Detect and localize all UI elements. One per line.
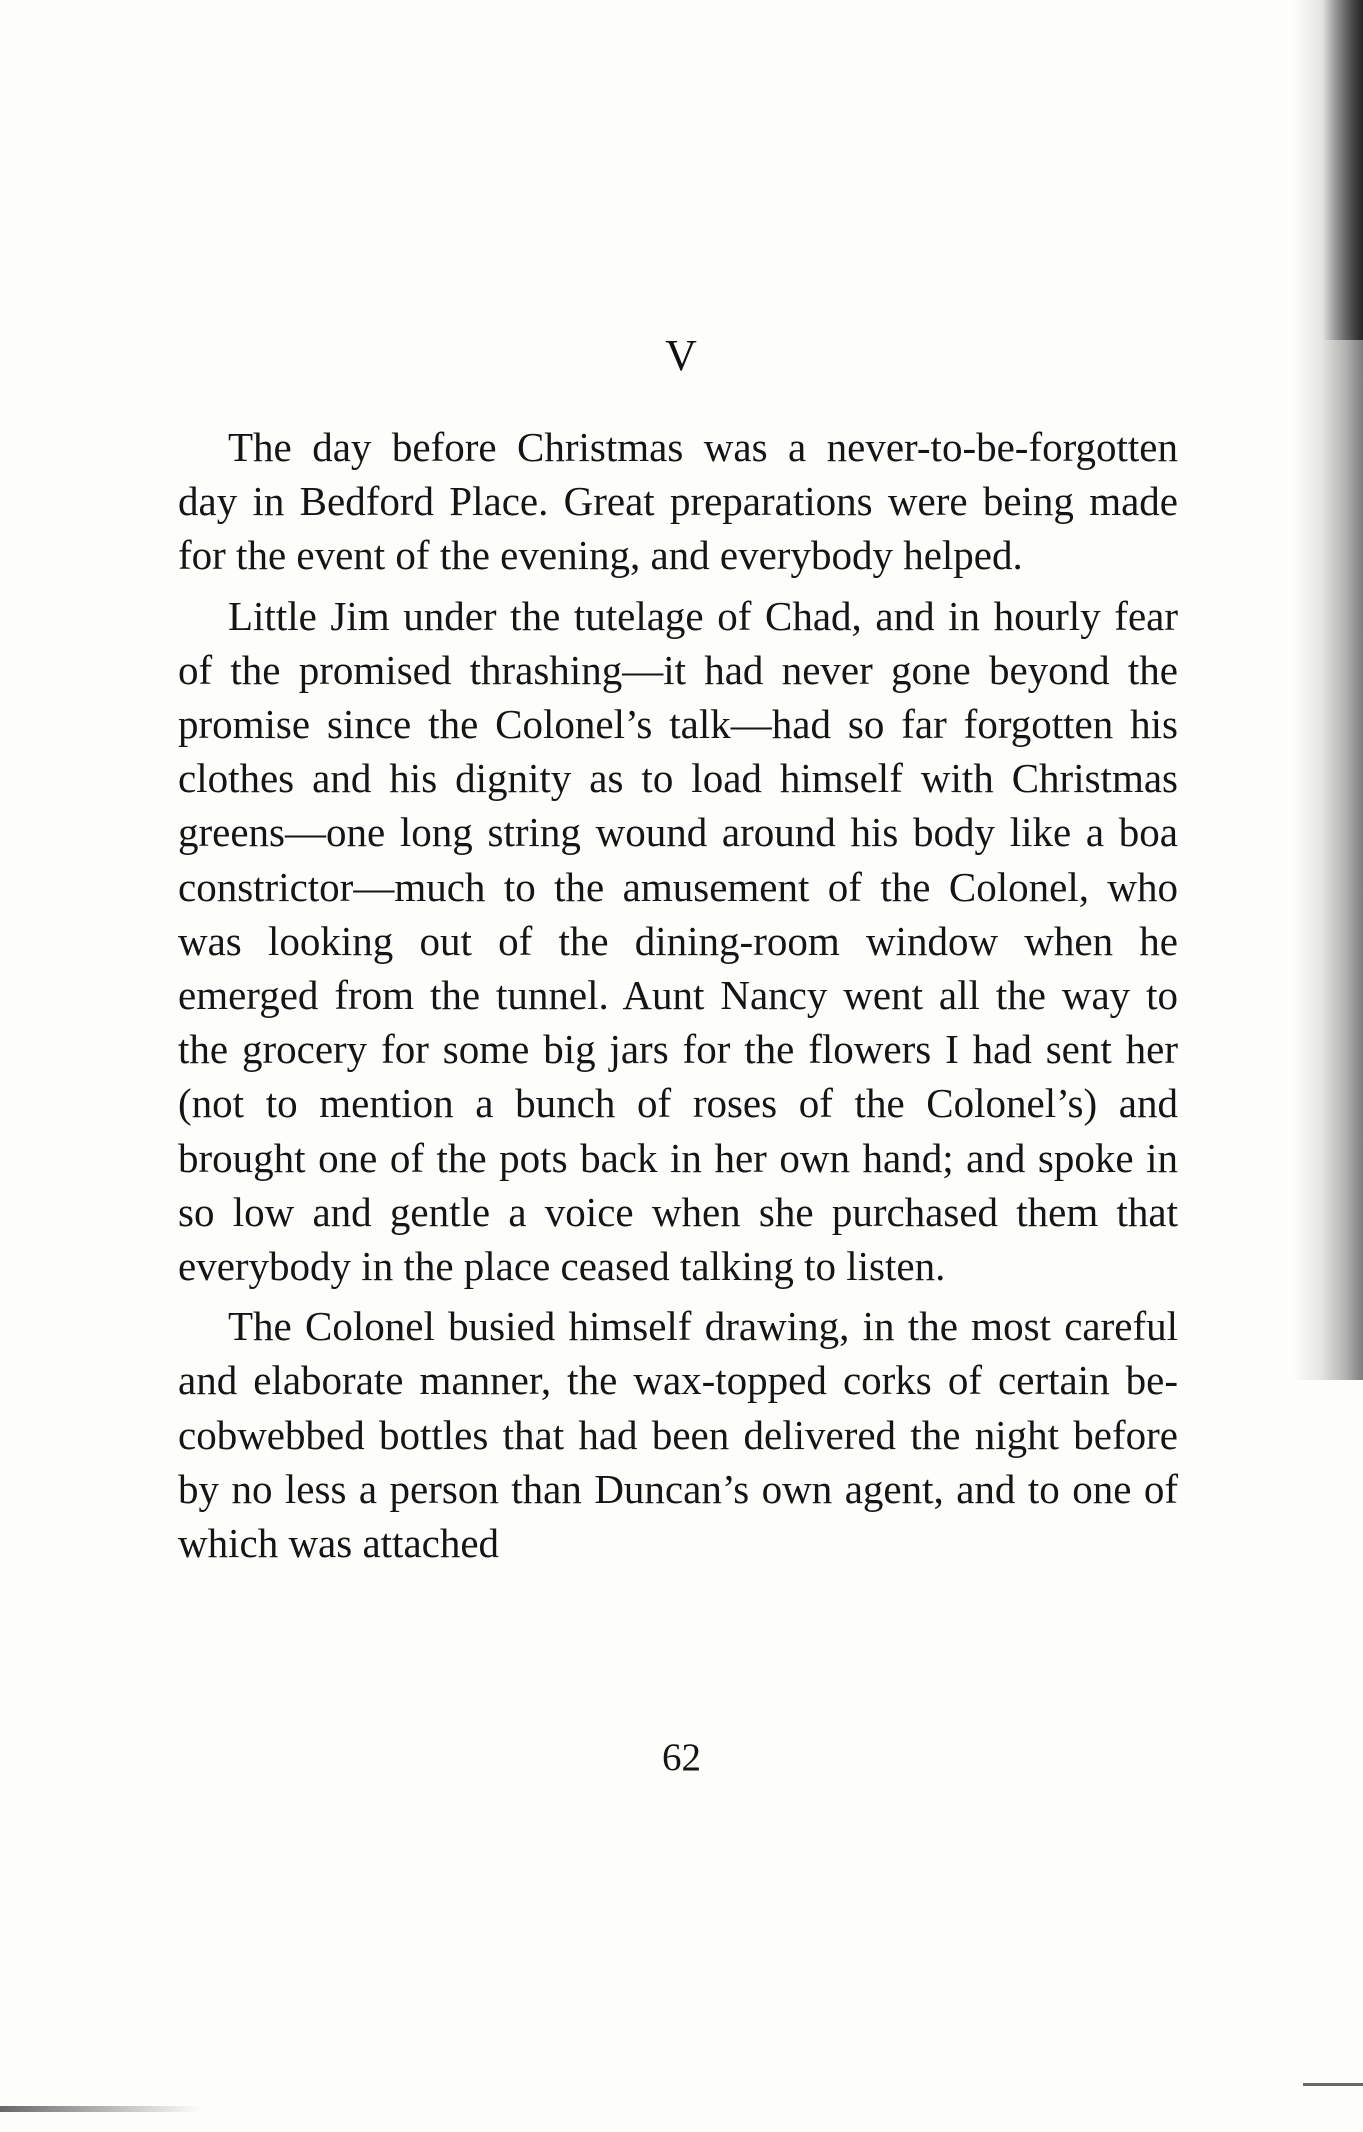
paragraph-2: Little Jim under the tutelage of Chad, and in hourly fear of the promised thrashing—it had never gone beyond the promise since the Colonel’s talk—had so far forgotten his clothes and his dignity as to load himself with Christmas greens—one long string wound around his body like a boa constrictor—much to the amusement of the Colonel, who was looking out of the dining-room window when he emerged from the tunnel. Aunt Nancy went all the way to the grocery for some big jars for the flowers I had sent her (not to mention a bunch of roses of the Colonel’s) and brought one of the pots back in her own hand; and spoke in so low and gentle a voice when she purchased them that everybody in the place ceased talking to listen. — [178, 592, 1178, 1290]
chapter-heading: V — [665, 331, 698, 380]
paragraph-1: The day before Christmas was a never-to-be-forgotten day in Bedford Place. Great preparations were being made for the event of the evening, and everybody helped. — [178, 424, 1178, 579]
paragraph-3: The Colonel busied himself drawing, in the most careful and elaborate manner, the wax-topped corks of certain be-cobwebbed bottles that had been delivered the night before by no less a person than Duncan’s own agent, and to one of which was attached — [178, 1303, 1178, 1567]
body-text — [178, 420, 1178, 1576]
page-number: 62 — [662, 1736, 701, 1779]
scan-artifact-bottom-right — [1303, 2083, 1363, 2086]
scan-shadow-right-edge — [1293, 0, 1363, 1380]
scan-artifact-bottom-left — [0, 2106, 200, 2112]
